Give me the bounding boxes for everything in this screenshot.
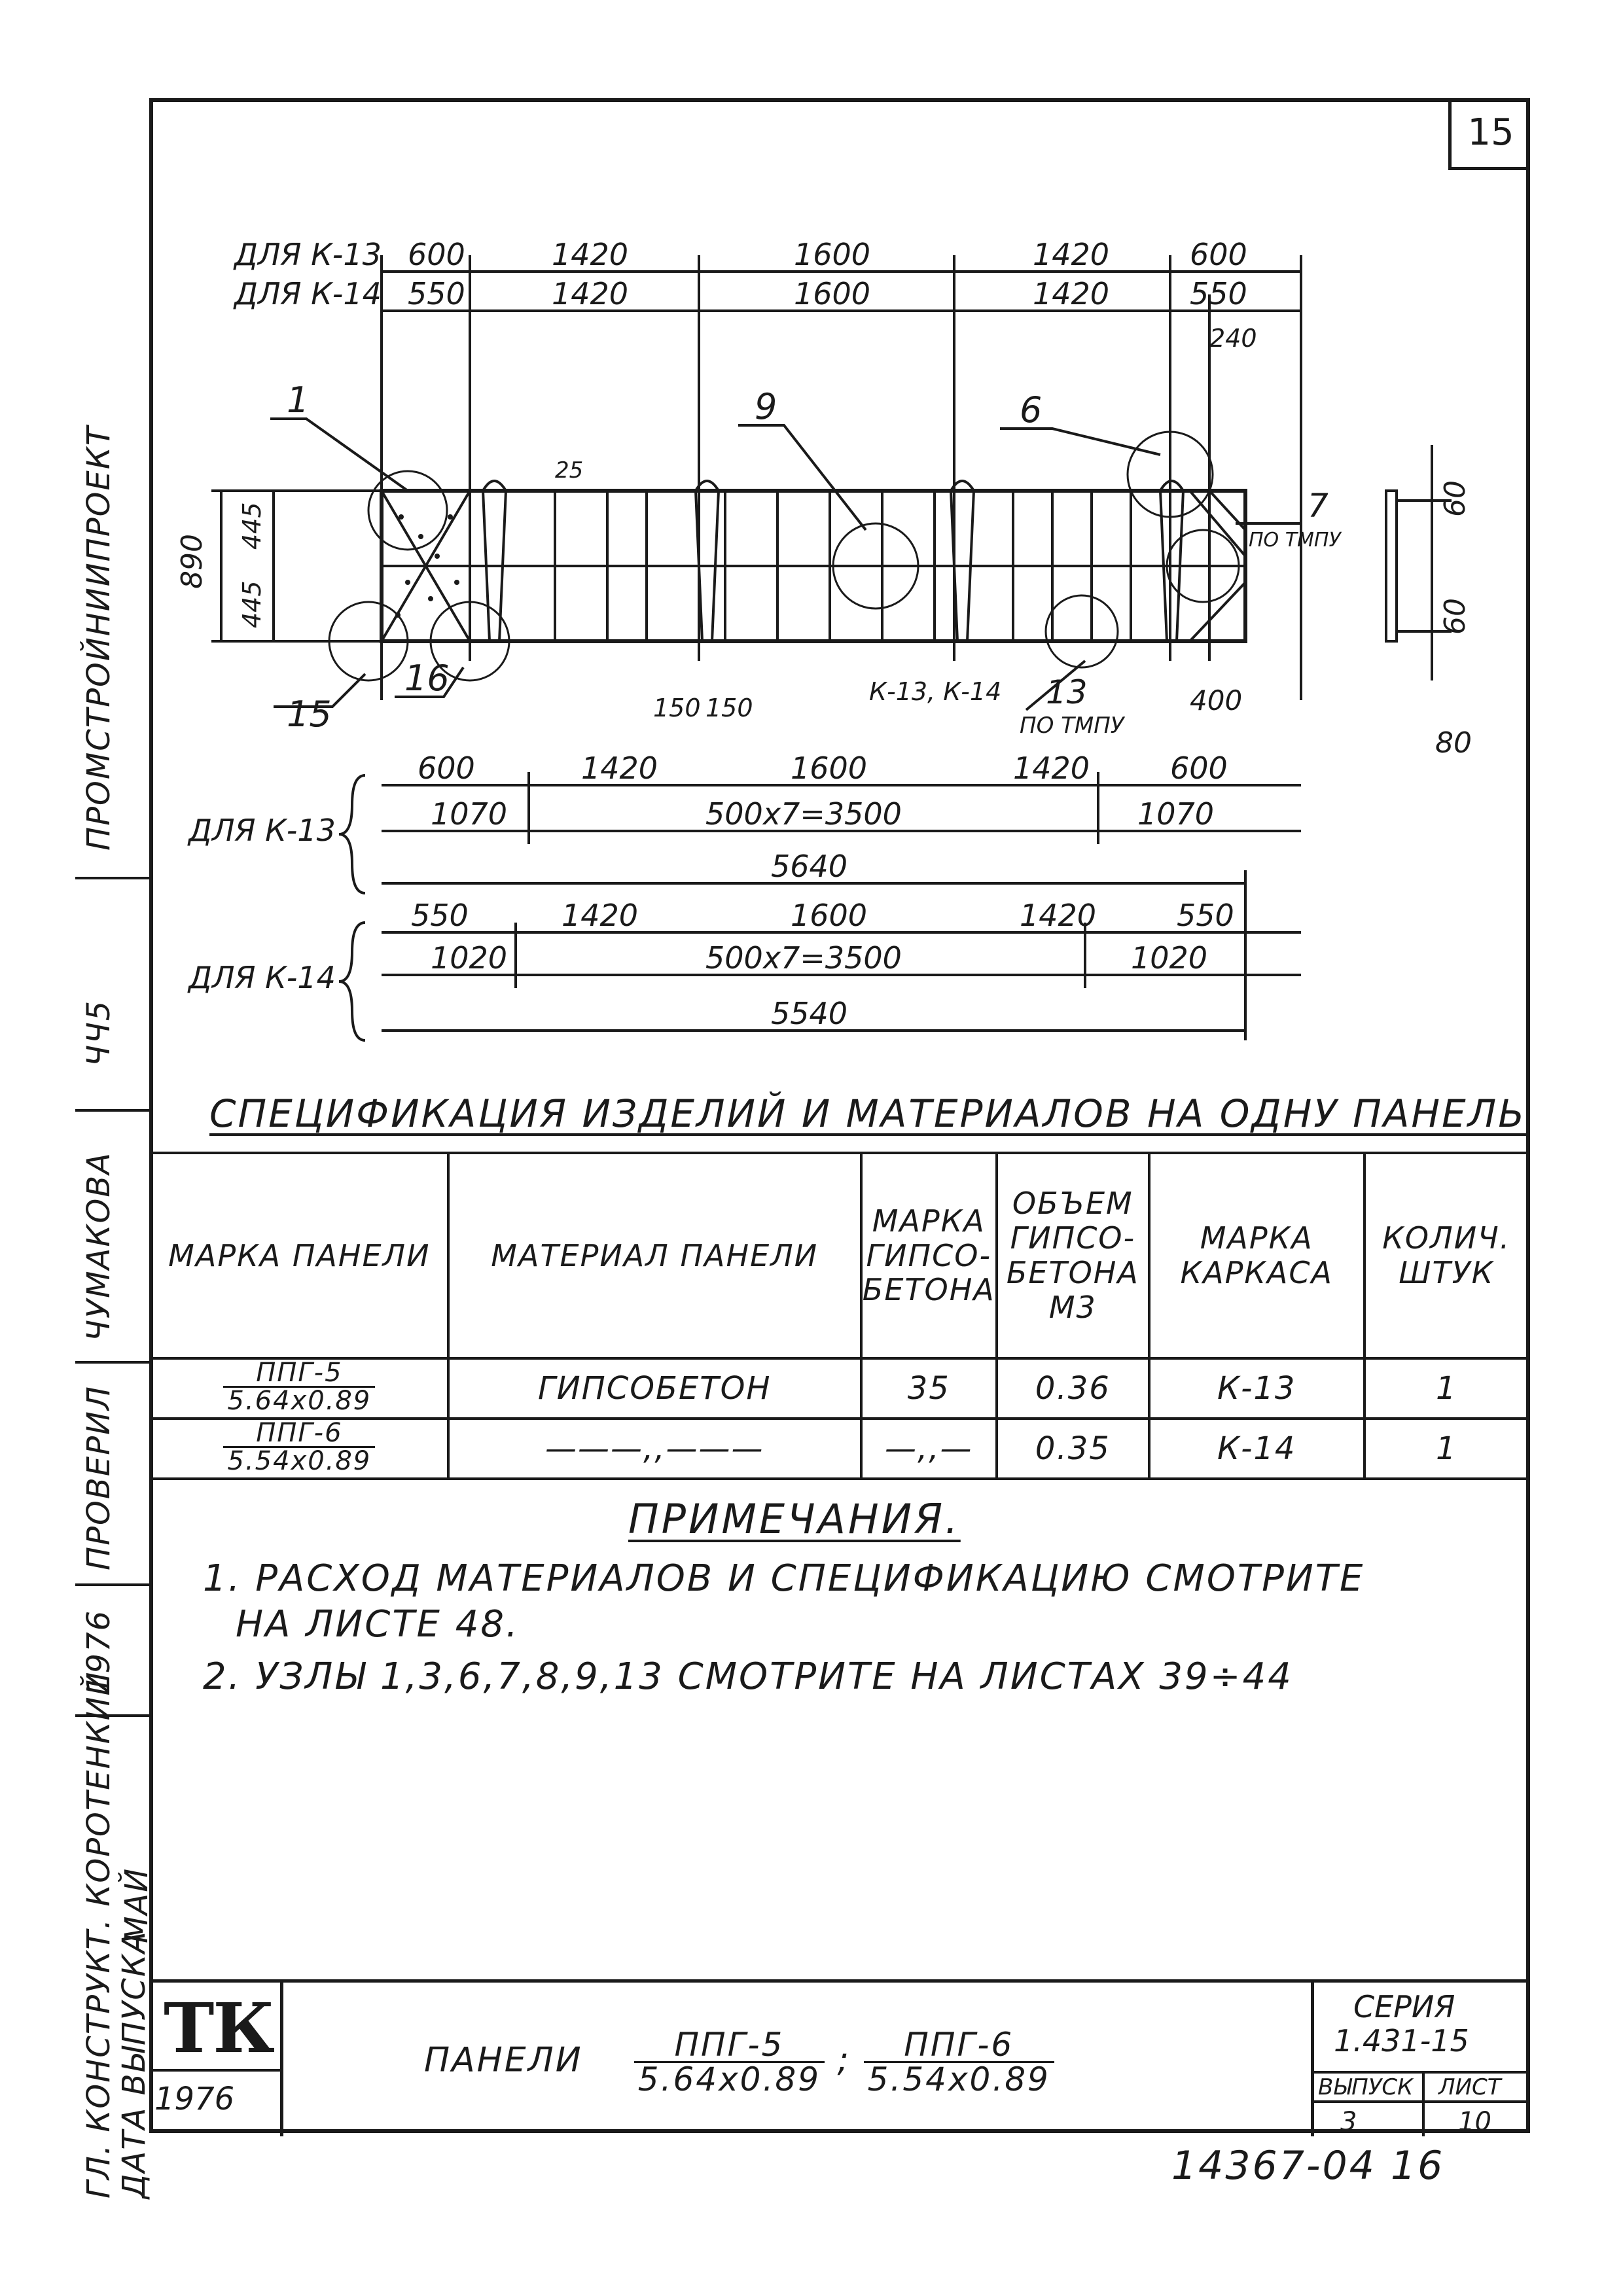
- cell-qty: 1: [1364, 1358, 1529, 1419]
- callout-7-note: ПО ТМПУ: [1249, 529, 1341, 552]
- dim-k14-3: 1420: [1033, 276, 1110, 311]
- dim-b13-2: 1600: [791, 751, 868, 786]
- title-block: [149, 1979, 1530, 2136]
- dim-b14-3: 1420: [1020, 898, 1097, 933]
- header-frame-mark: МАРКА КАРКАСА: [1149, 1153, 1364, 1358]
- dim-b14-r2-2: 1020: [1131, 940, 1208, 976]
- dim-b13-r2-2: 1070: [1137, 796, 1215, 832]
- cell-volume: 0.35: [997, 1419, 1149, 1479]
- strip-signature: ЧЧ5: [80, 999, 117, 1067]
- dim-445-top: 445: [238, 502, 266, 550]
- cell-panel-mark: [151, 1358, 448, 1419]
- mark-top: ППГ-6: [223, 1420, 375, 1448]
- cell-grade: —,,—: [861, 1419, 997, 1479]
- label-k13-bottom: ДЛЯ К-13: [188, 813, 336, 848]
- side-dim-60-bottom: 60: [1438, 598, 1472, 635]
- series-vdivider: [1422, 2071, 1425, 2136]
- leader-6: [1000, 429, 1160, 455]
- cell-frame: К-13: [1149, 1358, 1364, 1419]
- dim-25: 25: [555, 457, 584, 484]
- table-header-row: [151, 1153, 1529, 1358]
- dim-b13-0: 600: [418, 751, 475, 786]
- dim-400: 400: [1190, 684, 1243, 716]
- dim-b14-r2-1: 500х7=3500: [705, 940, 902, 976]
- issue-value: 3: [1340, 2107, 1357, 2137]
- callout-13-note: ПО ТМПУ: [1020, 713, 1124, 739]
- dim-b13-total: 5640: [771, 849, 848, 884]
- strip-divider: [75, 1583, 149, 1586]
- title-a-top: ППГ-5: [634, 2028, 825, 2063]
- leader-9: [738, 425, 866, 530]
- callout-13: 13: [1046, 673, 1088, 711]
- dim-b14-0: 550: [411, 898, 469, 933]
- table-row: [151, 1358, 1529, 1419]
- brace-k13: [339, 775, 365, 893]
- title-b-bottom: 5.54х0.89: [867, 2060, 1050, 2098]
- dim-b14-total: 5540: [771, 996, 848, 1031]
- sheet-corner-number: 15: [1448, 98, 1530, 170]
- strip-surname: ЧУМАКОВА: [80, 1151, 117, 1341]
- drawing-title: [424, 2028, 1054, 2096]
- brace-k14: [339, 923, 365, 1040]
- dim-150-a: 150: [653, 694, 701, 722]
- cell-frame: К-14: [1149, 1419, 1364, 1479]
- dim-k14-1: 1420: [552, 276, 629, 311]
- dim-k13-0: 600: [408, 237, 465, 272]
- dim-k14-0: 550: [408, 276, 465, 311]
- dim-b14-4: 550: [1177, 898, 1234, 933]
- lifting-loop: [1160, 481, 1183, 641]
- dim-b13-4: 600: [1170, 751, 1228, 786]
- mark-top: ППГ-5: [223, 1360, 375, 1388]
- panel-drawing: [149, 164, 1530, 1093]
- cell-material: ———,,———: [448, 1419, 861, 1479]
- header-quantity: КОЛИЧ. ШТУК: [1364, 1153, 1529, 1358]
- strip-divider: [75, 877, 149, 879]
- cell-panel-mark: [151, 1419, 448, 1479]
- title-prefix: ПАНЕЛИ: [424, 2040, 583, 2080]
- title-b-top: ППГ-6: [864, 2028, 1054, 2063]
- dim-b14-1: 1420: [562, 898, 639, 933]
- dim-b13-1: 1420: [581, 751, 658, 786]
- header-gypsum-volume: ОБЪЕМ ГИПСО-БЕТОНА М3: [997, 1153, 1149, 1358]
- dim-k14-2: 1600: [794, 276, 871, 311]
- dim-b14-2: 1600: [791, 898, 868, 933]
- dim-k13-2: 1600: [794, 237, 871, 272]
- dim-k14-4: 550: [1190, 276, 1247, 311]
- callout-1: 1: [287, 380, 310, 421]
- dim-k13-1: 1420: [552, 237, 629, 272]
- dim-150-b: 150: [705, 694, 753, 722]
- header-gypsum-grade: МАРКА ГИПСО-БЕТОНА: [861, 1153, 997, 1358]
- strip-divider: [75, 1109, 149, 1112]
- tk-logo: ТК: [164, 1988, 274, 2068]
- title-year: 1976: [154, 2081, 235, 2117]
- sheet-value: 10: [1458, 2107, 1491, 2137]
- dim-240: 240: [1209, 324, 1257, 353]
- notes-title: ПРИМЕЧАНИЯ.: [628, 1495, 961, 1543]
- org-name: ПРОМСТРОЙНИИПРОЕКТ: [80, 425, 117, 851]
- logo-divider: [149, 2069, 280, 2072]
- dim-b13-r2-0: 1070: [431, 796, 508, 832]
- strip-year: 1976: [80, 1609, 117, 1695]
- callout-16: 16: [404, 658, 450, 699]
- dim-b14-r2-0: 1020: [431, 940, 508, 976]
- dim-b13-r2-1: 500х7=3500: [705, 796, 902, 832]
- table-row: [151, 1419, 1529, 1479]
- note-line-2: НА ЛИСТЕ 48.: [236, 1603, 520, 1646]
- series-cell: [1311, 1983, 1530, 2136]
- callout-6: 6: [1020, 389, 1043, 431]
- dim-k13-4: 600: [1190, 237, 1247, 272]
- cell-material: ГИПСОБЕТОН: [448, 1358, 861, 1419]
- note-line-3: 2. УЗЛЫ 1,3,6,7,8,9,13 СМОТРИТЕ НА ЛИСТАХ 39÷44: [203, 1655, 1293, 1698]
- title-separator: ;: [837, 2040, 851, 2080]
- side-dim-60-top: 60: [1438, 480, 1472, 517]
- cell-qty: 1: [1364, 1419, 1529, 1479]
- tk-logo-cell: [149, 1983, 283, 2136]
- leader-1: [270, 419, 408, 491]
- callout-15: 15: [287, 694, 332, 735]
- archive-code: 14367-04 16: [1171, 2143, 1445, 2189]
- label-k13-top: ДЛЯ К-13: [234, 237, 382, 272]
- spec-table: [149, 1152, 1530, 1480]
- strip-chief-constructor: ГЛ. КОНСТРУКТ. КОРОТЕНКИЙ: [80, 1670, 117, 2199]
- series-label: СЕРИЯ: [1353, 1989, 1455, 2024]
- mark-bottom: 5.54х0.89: [227, 1446, 372, 1476]
- dim-890: 890: [175, 534, 209, 589]
- mark-bottom: 5.64х0.89: [227, 1386, 372, 1416]
- lifting-loop: [483, 481, 506, 641]
- label-k13-k14: К-13, К-14: [869, 677, 1002, 706]
- dim-k13-3: 1420: [1033, 237, 1110, 272]
- side-section: [1386, 491, 1397, 641]
- strip-release-date: ДАТА ВЫПУСКА: [116, 1930, 152, 2199]
- strip-divider: [75, 1361, 149, 1364]
- spec-title: СПЕЦИФИКАЦИЯ ИЗДЕЛИЙ И МАТЕРИАЛОВ НА ОДНУ ПАНЕЛЬ: [209, 1091, 1527, 1136]
- strip-release-month: МАЙ: [118, 1867, 155, 1943]
- series-value: 1.431-15: [1334, 2023, 1469, 2058]
- sheet-label: ЛИСТ: [1438, 2074, 1501, 2100]
- title-a-bottom: 5.64х0.89: [637, 2060, 821, 2098]
- dim-b13-3: 1420: [1013, 751, 1090, 786]
- label-k14-top: ДЛЯ К-14: [234, 276, 382, 311]
- note-line-1: 1. РАСХОД МАТЕРИАЛОВ И СПЕЦИФИКАЦИЮ СМОТРИТЕ: [203, 1557, 1365, 1600]
- dim-445-bottom: 445: [238, 580, 266, 628]
- callout-9: 9: [755, 386, 777, 427]
- side-dim-80: 80: [1435, 726, 1472, 760]
- cell-grade: 35: [861, 1358, 997, 1419]
- issue-label: ВЫПУСК: [1318, 2074, 1414, 2100]
- callout-7: 7: [1308, 487, 1329, 525]
- header-panel-material: МАТЕРИАЛ ПАНЕЛИ: [448, 1153, 861, 1358]
- label-k14-bottom: ДЛЯ К-14: [188, 960, 336, 995]
- cell-volume: 0.36: [997, 1358, 1149, 1419]
- strip-checked: ПРОВЕРИЛ: [80, 1385, 117, 1570]
- node-circle-13: [1046, 595, 1118, 667]
- header-panel-mark: МАРКА ПАНЕЛИ: [151, 1153, 448, 1358]
- left-stamp-strip: [75, 98, 155, 2199]
